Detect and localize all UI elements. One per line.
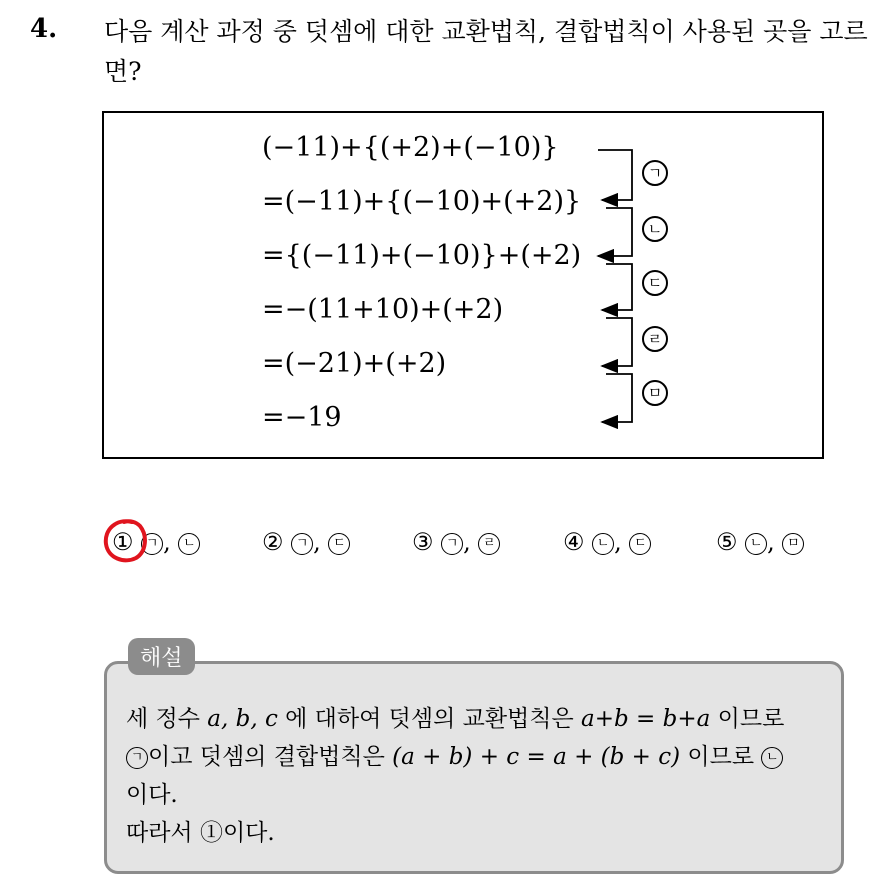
- step-4: =(−21)+(+2): [262, 348, 447, 379]
- choice-3-mark-b: ㄹ: [478, 533, 500, 555]
- solution-line-2: ㄱ 이고 덧셈의 결합법칙은 (a + b) + c = a + (b + c) 이므로 ㄴ: [126, 738, 783, 771]
- step-mark-0: ㄱ: [642, 160, 668, 186]
- solution-line-4: 따라서 ①이다.: [126, 820, 275, 846]
- choice-5-mark-b: ㅁ: [782, 533, 804, 555]
- choice-5-number: ⑤: [716, 528, 738, 556]
- choice-2-mark-b: ㄷ: [328, 533, 350, 555]
- step-1: =(−11)+{(−10)+(+2)}: [262, 186, 582, 217]
- choice-4-mark-a: ㄴ: [592, 533, 614, 555]
- choice-1-mark-a: ㄱ: [141, 533, 163, 555]
- step-0: (−11)+{(+2)+(−10)}: [262, 132, 559, 163]
- choice-4[interactable]: ④ ㄴ , ㄷ: [563, 528, 651, 556]
- question-number: 4.: [30, 14, 58, 44]
- choice-2-number: ②: [262, 528, 284, 556]
- solution-line-1: 세 정수 a, b, c 에 대하여 덧셈의 교환법칙은 a+b = b+a 이므로: [126, 706, 785, 732]
- choice-2[interactable]: ② ㄱ , ㄷ: [262, 528, 350, 556]
- choice-3-mark-a: ㄱ: [441, 533, 463, 555]
- solution-tag: 해설: [128, 638, 195, 675]
- step-mark-4: ㅁ: [642, 380, 668, 406]
- choice-1[interactable]: ① ㄱ , ㄴ: [112, 528, 200, 556]
- choice-1-mark-b: ㄴ: [178, 533, 200, 555]
- choice-3[interactable]: ③ ㄱ , ㄹ: [412, 528, 500, 556]
- choice-5[interactable]: ⑤ ㄴ , ㅁ: [716, 528, 804, 556]
- choice-2-mark-a: ㄱ: [291, 533, 313, 555]
- step-2: ={(−11)+(−10)}+(+2): [262, 240, 582, 271]
- solution-line-3: 이다.: [126, 782, 178, 808]
- step-mark-2: ㄷ: [642, 270, 668, 296]
- choice-3-number: ③: [412, 528, 434, 556]
- answer-circle-mark: [102, 516, 150, 566]
- question-text: 다음 계산 과정 중 덧셈에 대한 교환법칙, 결합법칙이 사용된 곳을 고르면?: [104, 17, 868, 86]
- choice-4-mark-b: ㄷ: [629, 533, 651, 555]
- step-5: =−19: [262, 402, 342, 433]
- step-mark-3: ㄹ: [642, 326, 668, 352]
- choice-1-number: ①: [112, 528, 134, 556]
- choice-5-mark-a: ㄴ: [745, 533, 767, 555]
- choice-4-number: ④: [563, 528, 585, 556]
- step-3: =−(11+10)+(+2): [262, 294, 504, 325]
- step-mark-1: ㄴ: [642, 216, 668, 242]
